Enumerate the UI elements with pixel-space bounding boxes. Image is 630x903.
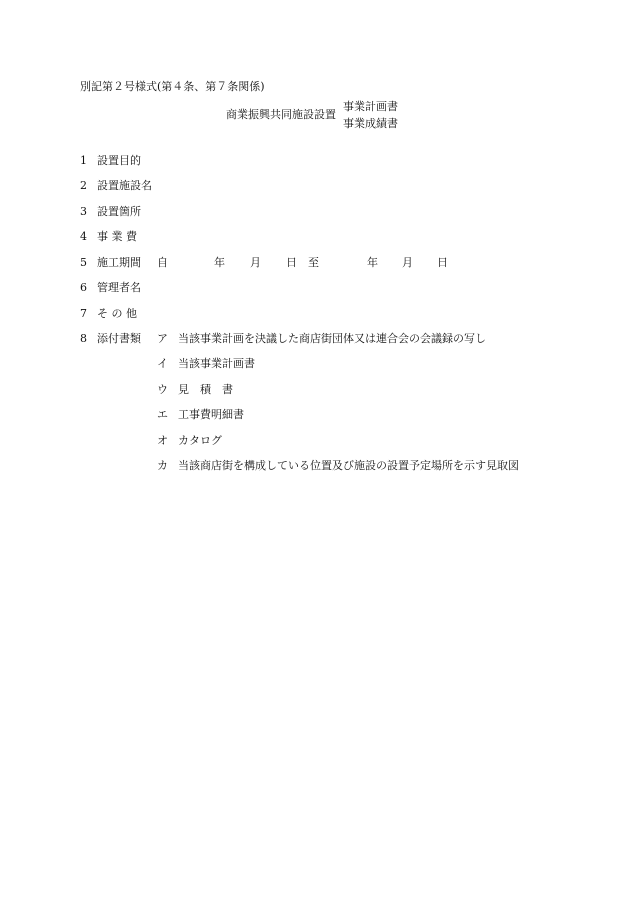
attachment-text: 当該事業計画を決議した商店街団体又は連合会の会議録の写し: [178, 332, 486, 345]
item-number: 5: [80, 256, 87, 269]
period-year-1: 年: [214, 256, 225, 269]
period-day-1: 日: [286, 256, 297, 269]
attachment-text: カタログ: [178, 434, 222, 447]
title-option-plan: 事業計画書: [343, 100, 398, 113]
item-number: 4: [80, 230, 87, 243]
item-label: そ の 他: [97, 307, 137, 320]
item-number: 6: [80, 281, 87, 294]
item-label: 施工期間: [97, 256, 141, 269]
attachment-letter: カ: [157, 459, 168, 472]
item-number: 1: [80, 154, 87, 167]
form-reference: 別記第２号様式(第４条、第７条関係): [80, 80, 265, 93]
attachment-letter: オ: [157, 434, 168, 447]
attachment-text: 見 積 書: [178, 383, 233, 396]
item-label: 管理者名: [97, 281, 141, 294]
item-number: 3: [80, 205, 87, 218]
item-label: 設置箇所: [97, 205, 141, 218]
item-label: 添付書類: [97, 332, 141, 345]
item-number: 2: [80, 179, 87, 192]
attachment-letter: ア: [157, 332, 168, 345]
item-number: 7: [80, 307, 87, 320]
item-label: 設置施設名: [97, 179, 152, 192]
period-month-2: 月: [402, 256, 413, 269]
period-month-1: 月: [250, 256, 261, 269]
title-main: 商業振興共同施設設置: [226, 108, 336, 121]
period-year-2: 年: [367, 256, 378, 269]
attachment-text: 当該商店街を構成している位置及び施設の設置予定場所を示す見取図: [178, 459, 519, 472]
attachment-letter: ウ: [157, 383, 168, 396]
attachment-text: 工事費明細書: [178, 408, 244, 421]
attachment-letter: エ: [157, 408, 168, 421]
item-label: 事 業 費: [97, 230, 137, 243]
attachment-letter: イ: [157, 357, 168, 370]
title-option-result: 事業成績書: [343, 117, 398, 130]
attachment-text: 当該事業計画書: [178, 357, 255, 370]
period-from: 自: [157, 256, 168, 269]
period-to: 至: [308, 256, 319, 269]
item-number: 8: [80, 332, 87, 345]
item-label: 設置目的: [97, 154, 141, 167]
period-day-2: 日: [437, 256, 448, 269]
